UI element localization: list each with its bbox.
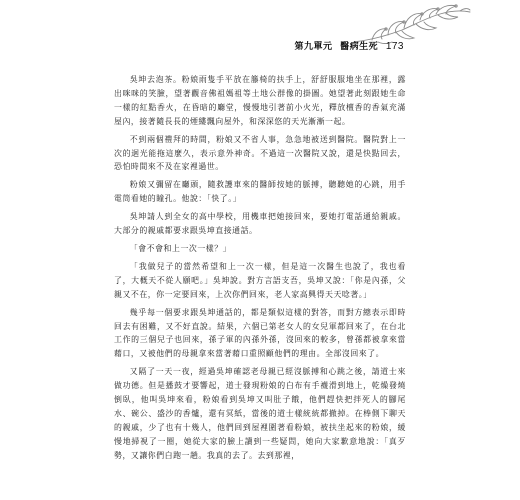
paragraph: 吳坤請人到全女的高中學校，用機車把她接回來，要她打電話通給親戚。大部分的親戚都要求跟吳坤直接通話。	[114, 212, 406, 236]
paragraph: 吳坤去泡茶。粉娘雨隻手平放在籐椅的扶手上，舒舒服服地坐在那裡，露出咪咪的笑臉，望著觀音佛祖媽祖等土地公群像的掛圖。她望著此刻跟她生命一樣的紅點香火，在昏暗的廳堂，慢慢地引著前小火光，釋放檀香的香氣充滿屋內，接著隨長長的煙縷飄向屋外，和深深悠的天光漸漸一起。	[114, 75, 406, 126]
page-number: 173	[385, 41, 404, 52]
paragraph: 又隔了一天一夜，經過吳坤確認老母親已經沒脈搏和心跳之後，請道士來做功德。但是播鼓才要響起，道士發現粉娘的白布有手襪滑到地上，乾燥發燒倒臥，他叫吳坤來看，粉娘看到吳坤又叫肚子餓，他們趕快把拌死人的腳尾水、碗公、盛沙的香爐，還有冥紙，當後的道士樣統統都撤掉。在棒側下聊天的親戚，少了也有十幾人，他們回到屋裡圍著看粉娘，被扶坐起來的粉娘，緩慢地掃視了一圈，她從大家的臉上讀到一些疑問，她向大家歉意地說：「真歹勢，又讓你們白跑一趟。我真的去了。去到那裡，	[114, 367, 406, 460]
paragraph: 不到兩個禮拜的時間，粉娘又不省人事，急急地被送到醫院。醫院對上一次的迴光能拖這麼久，表示意外神奇。不過這一次醫院又說，還是快點回去，恐怕時間來不及在家裡過世。	[114, 134, 406, 172]
paragraph: 粉娘又彌留在廳頭，隨救護車來的醫師按她的脈搏，聽聽她的心跳，用手電筒看她的瞳孔。他說：「快了。」	[114, 180, 406, 204]
unit-label: 第九單元	[294, 42, 333, 52]
body-text	[114, 73, 406, 467]
chapter-title: 醫病生死	[340, 42, 379, 52]
paragraph: 「我做兒子的當然希望和上一次一樣，但是這一次醫生也說了，我也看了，大概天不從人願吧。」吳坤說。對方言語支吾，吳坤又說：「你是內孫，父親又不在，你一定要回來，上次你們回來，老人家高興得天天唸著。」	[114, 261, 406, 299]
running-head	[295, 39, 405, 52]
paragraph: 幾乎每一個要求跟吳坤通話的，都是類似這樣的對答，而對方總表示即時回去有困難，又不好直說。結果，六個已第老女人的女兒軍都回來了，在台北工作的三個兒子也回來，孫子軍的內孫外孫，沒回來的較多，曾孫都被拿來當藉口，又被他們的母親拿來當著藉口重照顧他們的理由。全部沒回來了。	[114, 307, 406, 359]
paragraph: 「會不會和上一次一樣？」	[129, 243, 232, 253]
